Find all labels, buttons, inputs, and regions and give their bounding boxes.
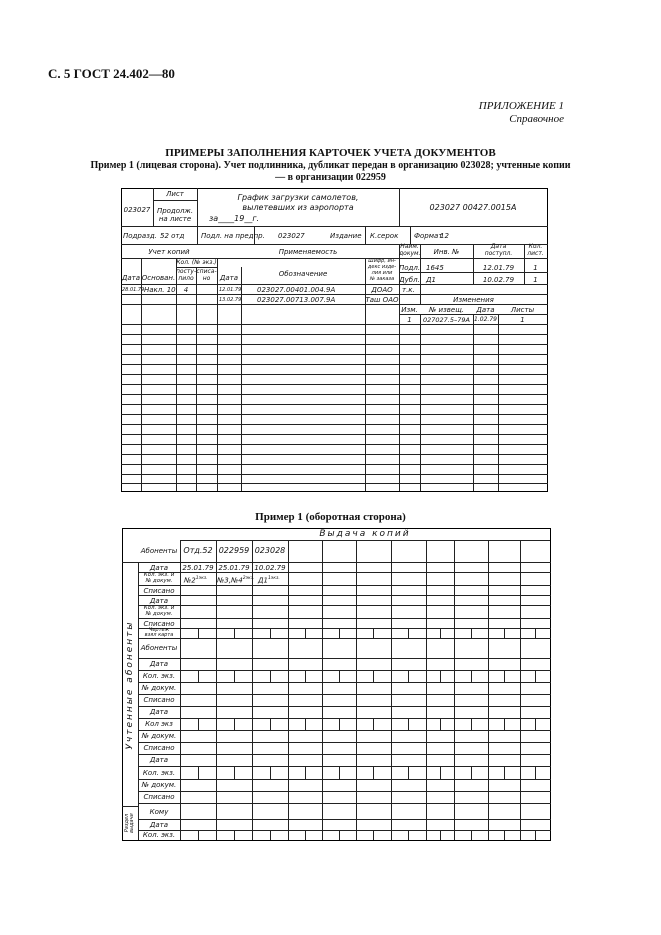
kol-list-label: Кол. лист. [527, 243, 544, 257]
dubl-row-count: 1 [533, 276, 538, 284]
date-1: 25.01.79 [182, 564, 214, 572]
izm-label: Изм. [401, 306, 418, 314]
row2-date2: 13.02.79 [219, 297, 242, 303]
komu-label: Кому [149, 808, 169, 816]
vydacha-label: Выдача копий [319, 529, 411, 539]
spisano-2: Списано [143, 620, 175, 628]
row1-date2: 12.01.79 [219, 287, 242, 293]
data-label: Дата [149, 564, 169, 572]
row1-osn: Накл. 10 [144, 286, 176, 294]
appendix-note: Справочное [509, 113, 564, 125]
n-dokum-1: № докум. [141, 684, 177, 692]
page-title: ПРИМЕРЫ ЗАПОЛНЕНИЯ КАРТОЧЕК УЧЕТА ДОКУМЕНТОВ [165, 147, 496, 159]
oboznachenie-label: Обозначение [278, 270, 328, 278]
kserok-label: К.серок [370, 232, 399, 240]
spisano-3: Списано [143, 696, 175, 704]
listy-label: Листы [510, 306, 535, 314]
podl-row-date: 12.01.79 [482, 264, 515, 272]
izm-data-label: Дата [476, 306, 495, 314]
kolekz-4: Кол. экз. [142, 831, 176, 839]
podl-label: Подл. на предпр. [201, 232, 265, 240]
n-izvesch-label: № извещ. [428, 306, 465, 314]
doc-period: за____19__г. [209, 214, 260, 223]
podrazd-value: 52 отд [160, 232, 185, 240]
data-4: Дата [149, 708, 169, 716]
data-label: Дата [121, 274, 141, 282]
row1-shifr: ДОАО [371, 286, 393, 294]
izm-row-n: 027027.5–79А [423, 316, 470, 324]
dubl-row-inv: Д1 [426, 276, 436, 284]
uchet-kopiy-label: Учет копий [148, 248, 190, 256]
doc-1-sup: 1экз. [195, 576, 208, 581]
tk-label: т.к. [402, 286, 415, 294]
doc-code: 023027 00427.0015А [429, 203, 517, 212]
shifr-label: Шифр, ин- декс изде- лия или № заказа [367, 258, 397, 282]
doc-title-2: вылетевших из аэропорта [242, 203, 354, 212]
izm-row-num: 1 [407, 316, 412, 324]
izdanie-label: Издание [330, 232, 362, 240]
doc-2-sup: 2экз. [242, 576, 255, 581]
abonenty-label: Абоненты [140, 547, 178, 555]
izmeneniya-label: Изменения [453, 296, 494, 304]
appendix-title: ПРИЛОЖЕНИЕ 1 [478, 100, 564, 112]
spisano-4: Списано [143, 744, 175, 752]
abonent-2: 022959 [218, 546, 250, 555]
spisano-1: Списано [143, 587, 175, 595]
naim-dokum-label: Наим. докум. [399, 243, 421, 257]
izm-row-sheets: 1 [520, 316, 525, 324]
osnovan-label: Основан. [141, 274, 176, 282]
subtitle-line2: — в организации 022959 [275, 172, 386, 183]
podl-row-label: Подл. [399, 264, 421, 272]
doc-1-num: №2 [184, 576, 196, 585]
list-label: Лист [166, 190, 184, 198]
doc-2-num: №3,№4 [217, 576, 243, 585]
razdel-label: Раздел выдачи [124, 813, 135, 833]
doc-3-num: Д1 [258, 576, 268, 585]
kolekz-1: Кол. экз. [142, 672, 176, 680]
row1-date: 28.01.79 [122, 287, 145, 293]
chertezh-label: Чертеж взял карта [144, 627, 174, 638]
date-2: 25.01.79 [218, 564, 250, 572]
kol-ekz-label-2: Кол. экз. и № докум. [143, 605, 175, 617]
spisano-5: Списано [143, 793, 175, 801]
doc-1 [184, 575, 208, 584]
data-postupl-label: Дата поступл. [484, 243, 513, 257]
org-code: 023027 [123, 206, 151, 214]
podl-row-inv: 1645 [426, 264, 444, 272]
doc-3-sup: 1экз. [267, 576, 280, 581]
row1-postup: 4 [183, 286, 189, 294]
podl-row-count: 1 [533, 264, 538, 272]
podrazd-label: Подразд. [123, 232, 157, 240]
dubl-row-label: Дубл. [399, 276, 420, 284]
page-header: С. 5 ГОСТ 24.402—80 [48, 66, 175, 81]
inv-label: Инв. № [433, 248, 460, 256]
dubl-row-date: 10.02.79 [482, 276, 515, 284]
back-caption: Пример 1 (оборотная сторона) [255, 511, 406, 523]
format-label: Формат [414, 232, 443, 240]
spisano-label: списа- но [196, 268, 217, 282]
uchtennye-label: Учтенные абоненты [125, 620, 135, 750]
row2-shifr: Таш ОАО [365, 296, 399, 304]
abonent-3: 023028 [254, 546, 286, 555]
row1-obozn: 023027.00401.004.9А [257, 286, 336, 294]
row2-obozn: 023027.00713.007.9А [257, 296, 336, 304]
izm-row-date: 1.02.79 [474, 316, 497, 323]
abonenty-2: Абоненты [140, 644, 178, 652]
doc-2 [217, 575, 255, 584]
n-dokum-3: № докум. [141, 781, 177, 789]
postup-label: посту- пило [176, 268, 197, 282]
format-value: 12 [440, 232, 449, 240]
data2-label: Дата [219, 274, 239, 282]
kolekz-2: Кол экз [145, 720, 173, 728]
abonent-1: Отд.52 [183, 546, 213, 555]
data-3: Дата [149, 660, 169, 668]
subtitle-line1: Пример 1 (лицевая сторона). Учет подлинника, дубликат передан в организацию 023028; учтенные копии [90, 160, 571, 171]
kolekz-3: Кол. экз. [142, 769, 176, 777]
n-dokum-2: № докум. [141, 732, 177, 740]
kol-ekz-label: Кол. экз. и № докум. [143, 572, 175, 584]
primenyaemost-label: Применяемость [278, 248, 338, 256]
data-5: Дата [149, 756, 169, 764]
continuation-label: Продолж. на листе [156, 207, 194, 223]
kol-ekz-label: Кол. (№ экз.) [176, 259, 217, 266]
doc-title-1: График загрузки самолетов, [237, 193, 359, 202]
podl-value: 023027 [278, 232, 305, 240]
data-6: Дата [149, 821, 169, 829]
data-2: Дата [149, 597, 169, 605]
date-3: 10.02.79 [254, 564, 286, 572]
doc-3 [258, 575, 280, 584]
